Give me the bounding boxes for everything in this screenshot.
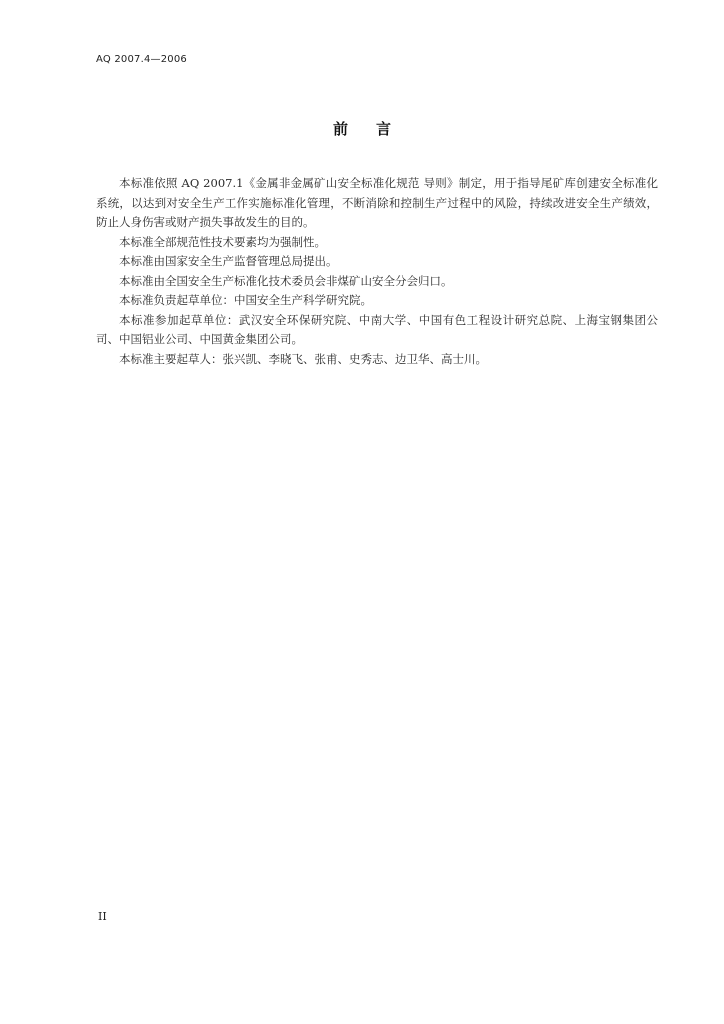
paragraph-centralized-by: 本标准由全国安全生产标准化技术委员会非煤矿山安全分会归口。	[119, 273, 453, 288]
paragraph-drafters: 本标准主要起草人：张兴凯、李晓飞、张甫、史秀志、边卫华、高士川。	[119, 351, 487, 366]
page-title: 前言	[332, 120, 419, 138]
foreword-body	[96, 174, 658, 369]
page-number: II	[98, 910, 107, 923]
paragraph-proposed-by: 本标准由国家安全生产监督管理总局提出。	[119, 254, 338, 268]
paragraph-scope: 本标准依照 AQ 2007.1《金属非金属矿山安全标准化规范 导则》制定，用于指导尾矿库创建安全标准化系统，以达到对安全生产工作实施标准化管理，不断消除和控制生产过程中的风险，持续改进安全生产绩效，防止人身伤害或财产损失事故发生的目的。	[96, 176, 658, 229]
paragraph-mandatory: 本标准全部规范性技术要素均为强制性。	[119, 234, 326, 249]
standard-number: AQ 2007.4—2006	[96, 54, 187, 65]
paragraph-drafting-unit: 本标准负责起草单位：中国安全生产科学研究院。	[119, 293, 372, 307]
paragraph-participating-units: 本标准参加起草单位：武汉安全环保研究院、中南大学、中国有色工程设计研究总院、上海宝钢集团公司、中国铝业公司、中国黄金集团公司。	[96, 312, 658, 346]
